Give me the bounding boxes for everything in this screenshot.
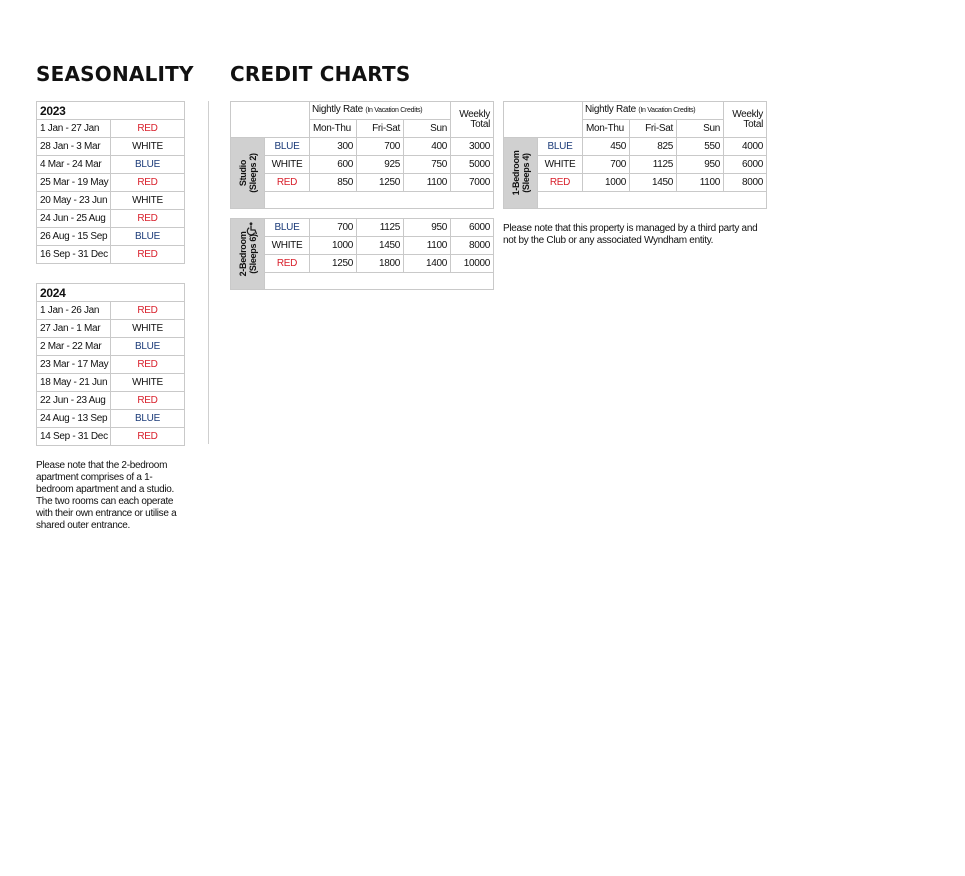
season-row [37,374,185,392]
rate-weekly: 5000 [451,156,494,174]
season-year-row [37,102,185,120]
room-name: Studio [237,159,248,187]
rate-sun: 550 [677,138,724,156]
season-label: WHITE [111,192,185,210]
season-row [37,174,185,192]
season-year-row [37,284,185,302]
third-party-note: Please note that this property is managed by a third party and not by the Club or any associated Wyndham entity. [503,223,758,246]
credit-table-studio [230,101,494,209]
sun-header: Sun [677,120,724,138]
season-label: BLUE [111,156,185,174]
room-sleeps: (Sleeps 4) [520,153,531,193]
rate-header-row [231,102,494,120]
rate-row [504,138,767,156]
season-dates: 4 Mar - 24 Mar [37,156,111,174]
rate-mon-thu: 300 [310,138,357,156]
total-label: Total [470,118,490,130]
nightly-rate-header [583,102,724,120]
room-type-cell [231,138,265,209]
header-corner [231,102,310,138]
credit-table-one-bedroom [503,101,767,209]
rate-sun: 950 [404,219,451,237]
rate-mon-thu: 850 [310,174,357,192]
weekly-label: Weekly [732,108,763,120]
rate-season-label: BLUE [538,138,583,156]
blank-row [504,192,767,209]
total-label: Total [743,118,763,130]
credit-table-two-bedroom [230,218,494,290]
rate-mon-thu: 1000 [310,237,357,255]
season-label: RED [111,392,185,410]
rate-season-label: RED [265,174,310,192]
season-label: WHITE [111,138,185,156]
season-year: 2024 [37,284,185,302]
season-label: RED [111,356,185,374]
season-label: BLUE [111,410,185,428]
fri-sat-header: Fri-Sat [357,120,404,138]
season-dates: 26 Aug - 15 Sep [37,228,111,246]
season-dates: 16 Sep - 31 Dec [37,246,111,264]
season-row [37,192,185,210]
rate-weekly: 3000 [451,138,494,156]
rate-mon-thu: 700 [583,156,630,174]
season-row [37,302,185,320]
weekly-total-header [451,102,494,138]
rate-row [231,174,494,192]
room-sleeps: (Sleeps 6) [247,234,258,274]
rate-weekly: 7000 [451,174,494,192]
season-dates: 24 Aug - 13 Sep [37,410,111,428]
nightly-rate-note: (In Vacation Credits) [638,107,696,114]
season-row [37,120,185,138]
seasonality-table-2024 [36,283,185,446]
header-corner [504,102,583,138]
season-row [37,138,185,156]
room-sleeps: (Sleeps 2) [247,153,258,193]
weekly-total-header [724,102,767,138]
rate-season-label: WHITE [265,237,310,255]
fri-sat-header: Fri-Sat [630,120,677,138]
season-row [37,156,185,174]
rate-row [504,156,767,174]
rate-fri-sat: 825 [630,138,677,156]
rate-weekly: 6000 [451,219,494,237]
season-label: BLUE [111,228,185,246]
season-dates: 28 Jan - 3 Mar [37,138,111,156]
season-label: RED [111,210,185,228]
rate-row [231,156,494,174]
rate-season-label: BLUE [265,138,310,156]
season-row [37,392,185,410]
season-dates: 27 Jan - 1 Mar [37,320,111,338]
rate-fri-sat: 700 [357,138,404,156]
rate-weekly: 4000 [724,138,767,156]
season-row [37,410,185,428]
rate-season-label: WHITE [538,156,583,174]
rate-sun: 1100 [677,174,724,192]
rate-sun: 950 [677,156,724,174]
blank-row [231,192,494,209]
season-label: RED [111,120,185,138]
rate-mon-thu: 600 [310,156,357,174]
room-type-label [511,151,531,196]
season-dates: 14 Sep - 31 Dec [37,428,111,446]
credit-charts-heading: CREDIT CHARTS [230,62,411,86]
rate-mon-thu: 1000 [583,174,630,192]
rate-fri-sat: 1450 [630,174,677,192]
rate-weekly: 8000 [451,237,494,255]
rate-sun: 1400 [404,255,451,273]
nightly-rate-label: Nightly Rate [585,104,636,115]
season-dates: 1 Jan - 27 Jan [37,120,111,138]
room-name: 1-Bedroom [510,150,521,196]
rate-sun: 750 [404,156,451,174]
room-type-label [238,153,258,193]
rate-weekly: 10000 [451,255,494,273]
seasonality-heading: SEASONALITY [36,62,194,86]
weekly-label: Weekly [459,108,490,120]
season-row [37,228,185,246]
rate-row [231,138,494,156]
nightly-rate-header [310,102,451,120]
rate-weekly: 6000 [724,156,767,174]
rate-weekly: 8000 [724,174,767,192]
season-label: RED [111,174,185,192]
season-dates: 1 Jan - 26 Jan [37,302,111,320]
column-divider [208,101,209,444]
season-dates: 25 Mar - 19 May [37,174,111,192]
rate-sun: 1100 [404,237,451,255]
room-type-cell [231,219,265,290]
rate-fri-sat: 1800 [357,255,404,273]
room-name: 2-Bedroom [237,231,248,277]
season-dates: 20 May - 23 Jun [37,192,111,210]
room-type-cell [504,138,538,209]
mon-thu-header: Mon-Thu [583,120,630,138]
rate-mon-thu: 700 [310,219,357,237]
blank-cell [538,192,767,209]
season-label: WHITE [111,374,185,392]
nightly-rate-note: (In Vacation Credits) [365,107,423,114]
rate-row [231,255,494,273]
season-label: RED [111,302,185,320]
rate-fri-sat: 1250 [357,174,404,192]
rate-fri-sat: 1125 [357,219,404,237]
season-label: WHITE [111,320,185,338]
season-row [37,320,185,338]
season-label: BLUE [111,338,185,356]
season-label: RED [111,428,185,446]
rate-row [231,237,494,255]
rate-mon-thu: 1250 [310,255,357,273]
rate-season-label: RED [538,174,583,192]
season-row [37,210,185,228]
season-row [37,428,185,446]
nightly-rate-label: Nightly Rate [312,104,363,115]
rate-row [231,219,494,237]
season-row [37,356,185,374]
blank-cell [265,192,494,209]
season-dates: 2 Mar - 22 Mar [37,338,111,356]
blank-cell [265,273,494,290]
season-row [37,338,185,356]
season-label: RED [111,246,185,264]
season-dates: 23 Mar - 17 May [37,356,111,374]
season-dates: 24 Jun - 25 Aug [37,210,111,228]
season-dates: 22 Jun - 23 Aug [37,392,111,410]
rate-row [504,174,767,192]
blank-row [231,273,494,290]
season-dates: 18 May - 21 Jun [37,374,111,392]
rate-header-row [504,102,767,120]
season-row [37,246,185,264]
mon-thu-header: Mon-Thu [310,120,357,138]
rate-mon-thu: 450 [583,138,630,156]
room-type-label [238,232,258,277]
rate-season-label: BLUE [265,219,310,237]
rate-season-label: WHITE [265,156,310,174]
sun-header: Sun [404,120,451,138]
two-bedroom-note: Please note that the 2-bedroom apartment comprises of a 1-bedroom apartment and a studio. The two rooms can each operate with their own entrance or utilise a shared outer entrance. [36,460,177,531]
rate-season-label: RED [265,255,310,273]
rate-fri-sat: 1125 [630,156,677,174]
rate-fri-sat: 1450 [357,237,404,255]
rate-sun: 1100 [404,174,451,192]
rate-sun: 400 [404,138,451,156]
seasonality-table-2023 [36,101,185,264]
season-year: 2023 [37,102,185,120]
rate-fri-sat: 925 [357,156,404,174]
